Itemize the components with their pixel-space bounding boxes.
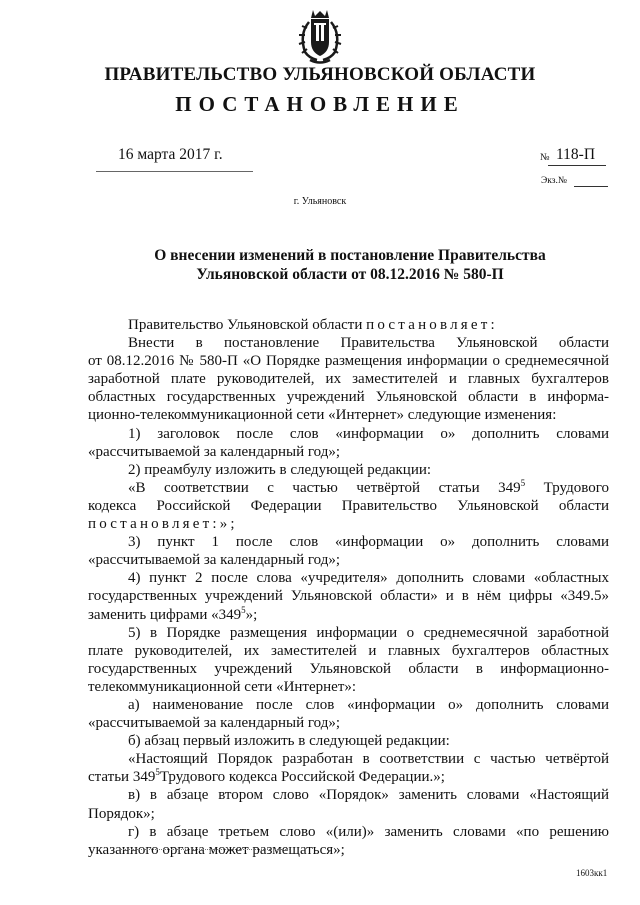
paragraph-line: «рассчитываемой за календарный год»; [88,443,341,460]
paragraph-line: б) абзац первый изложить в следующей редакции: [128,733,450,750]
paragraph-line: «рассчитываемой за календарный год»; [88,552,341,569]
intro-keyword: постановляет: [366,317,498,333]
paragraph-line: 4) пункт 2 после слова «учредителя» дополнить словами «областных [128,570,609,587]
paragraph-line: областных государственных учреждений Ульяновской области в информа- [88,389,609,406]
document-type: ПОСТАНОВЛЕНИЕ [175,92,465,116]
superscript: 5 [241,604,246,615]
government-name: ПРАВИТЕЛЬСТВО УЛЬЯНОВСКОЙ ОБЛАСТИ [104,64,536,85]
title-line: Ульяновской области от 08.12.2016 № 580-П [196,266,504,283]
paragraph-line: государственных учреждений Ульяновской области» и в нём цифры «349.5» [88,588,609,605]
paragraph-line: Внести в постановление Правительства Ульяновской области [128,335,609,352]
decree-number: 118-П [556,146,596,163]
text: »; [245,606,258,623]
paragraph-line: указанного органа может размещаться»; [88,841,345,858]
paragraph-line: 5) в Порядке размещения информации о среднемесячной заработной [128,624,609,641]
date-underline [96,171,253,172]
decree-date: 16 марта 2017 г. [118,146,223,163]
paragraph-line: постановляет:»; [88,516,238,533]
paragraph-line: кодекса Российской Федерации Правительство Ульяновской области [88,497,609,514]
copy-number-label: Экз.№ [541,176,567,186]
copy-number-line [574,186,608,187]
footer-code: 1603кк1 [576,868,608,878]
paragraph-line: государственных учреждений Ульяновской области в информационно- [88,660,609,677]
paragraph-line: телекоммуникационной сети «Интернет»: [88,678,357,695]
quote-text: «В соответствии с частью четвёртой статьи 349 [128,479,521,496]
paragraph-line: 1) заголовок после слов «информации о» дополнить словами [128,425,609,442]
paragraph-line: плате руководителей, их заместителей и главных бухгалтеров областных [88,642,609,659]
quote-text: Трудового [543,479,609,496]
city-name: г. Ульяновск [293,196,347,207]
paragraph-line [88,768,609,786]
title-line: О внесении изменений в постановление Правительства [154,247,546,264]
document-body [88,316,609,859]
paragraph-line: «Настоящий Порядок разработан в соответствии с частью четвёртой [128,751,609,768]
text: Трудового кодекса Российской Федерации.»; [159,769,445,786]
intro-paragraph [88,316,609,334]
text: статьи 349 [88,769,156,786]
coat-of-arms-emblem [293,8,347,66]
text: заменить цифрами «349 [88,606,242,623]
paragraph-line: заработной плате руководителей, их заместителей и главных бухгалтеров [88,371,609,388]
superscript: 5 [155,767,160,778]
paragraph-line: 2) преамбулу изложить в следующей редакции: [128,461,432,478]
paragraph-line: г) в абзаце третьем слово «(или)» заменить словами «по решению [128,823,609,840]
paragraph-line: от 08.12.2016 № 580-П «О Порядке размещения информации о среднемесячной [88,353,609,370]
superscript: 5 [520,477,526,488]
paragraph-line: ционно-телекоммуникационной сети «Интернет» следующие изменения: [88,407,557,424]
footer-line [120,849,290,850]
paragraph-line [88,606,609,624]
paragraph-line: в) в абзаце втором слово «Порядок» заменить словами «Настоящий [128,787,609,804]
number-underline [548,165,606,166]
paragraph-line: Порядок»; [88,805,155,822]
paragraph-line: 3) пункт 1 после слов «информации о» дополнить словами [128,534,609,551]
intro-text: Правительство Ульяновской области [128,317,363,333]
paragraph-line [88,479,609,497]
document-title [145,246,555,284]
number-sign: № [540,152,550,163]
paragraph-line: а) наименование после слов «информации о» дополнить словами [128,696,609,713]
paragraph-line: «рассчитываемой за календарный год»; [88,715,341,732]
